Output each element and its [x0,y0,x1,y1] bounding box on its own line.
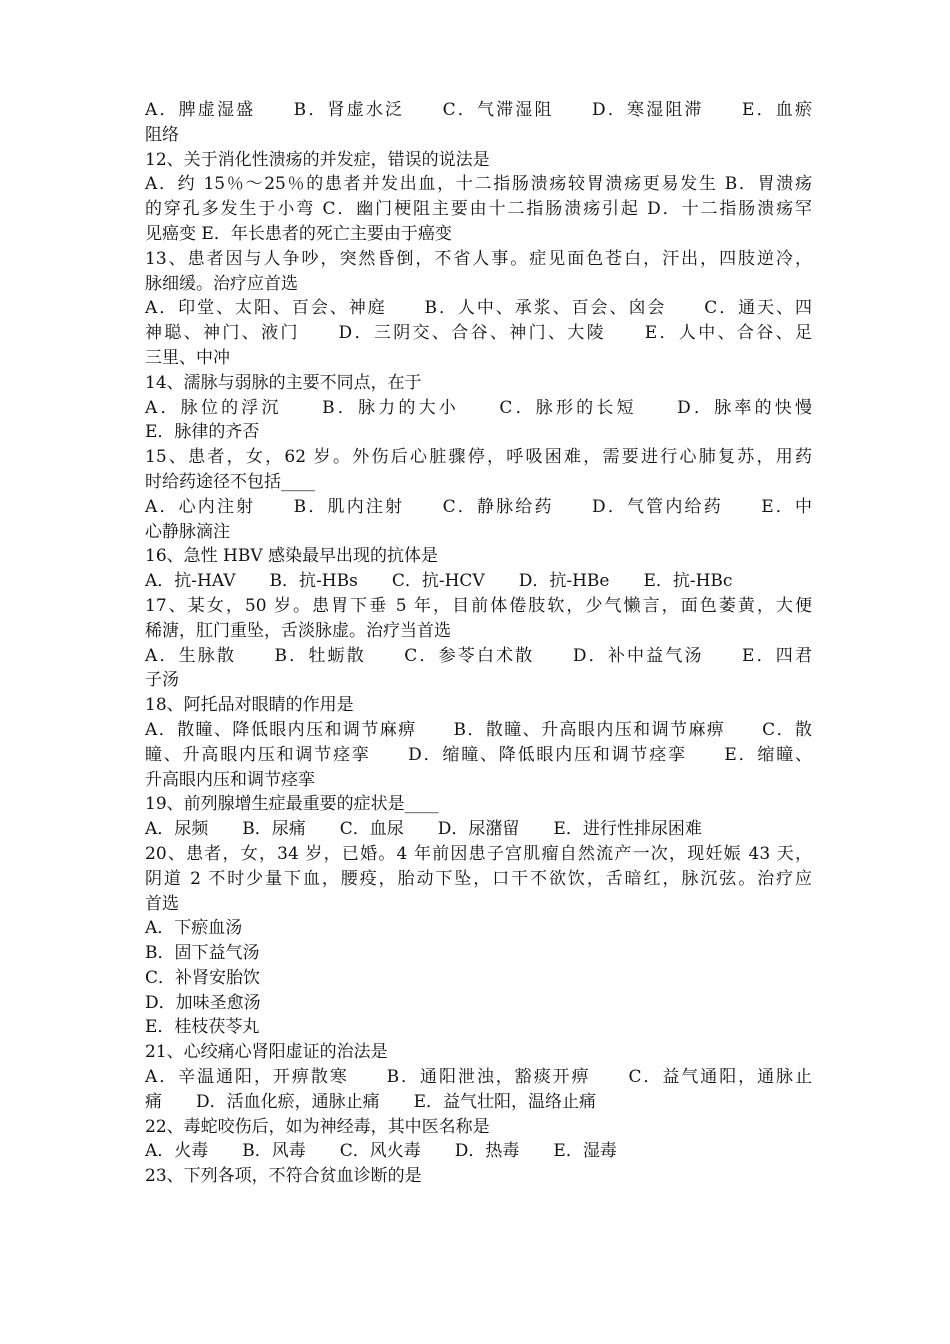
text-line: 首选 [145,893,179,914]
text-line: B．固下益气汤 [145,943,260,964]
text-line: 痛 D．活血化瘀，通脉止痛 E．益气壮阳，温络止痛 [145,1091,597,1112]
text-line: 三里、中冲 [145,347,230,368]
text-line: 见癌变 E．年长患者的死亡主要由于癌变 [145,223,452,244]
text-line: A．脉位的浮沉 B．脉力的大小 C．脉形的长短 D．脉率的快慢 [145,397,812,418]
text-line: 22、毒蛇咬伤后，如为神经毒，其中医名称是 [145,1116,490,1137]
text-line: 14、濡脉与弱脉的主要不同点，在于 [145,372,422,393]
text-line: 13、患者因与人争吵，突然昏倒，不省人事。症见面色苍白，汗出，四肢逆冷， [145,248,812,269]
document-page [145,98,812,1189]
text-line: 升高眼内压和调节痉挛 [145,769,315,790]
text-line: A．约 15％～25％的患者并发出血，十二指肠溃疡较胃溃疡更易发生 B．胃溃疡 [145,174,812,195]
text-line: 17、某女，50 岁。患胃下垂 5 年，目前体倦肢软，少气懒言，面色萎黄，大便 [145,595,812,616]
text-line: E．桂枝茯苓丸 [145,1017,260,1038]
text-line: 子汤 [145,670,179,691]
text-line: 19、前列腺增生症最重要的症状是____ [145,794,439,815]
text-line: 时给药途径不包括____ [145,471,315,492]
text-line: A．抗-HAV B．抗-HBs C．抗-HCV D．抗-HBe E．抗-HBc [145,571,733,592]
text-line: 16、急性 HBV 感染最早出现的抗体是 [145,546,439,567]
text-line: A．下瘀血汤 [145,918,243,939]
text-line: 稀溏，肛门重坠，舌淡脉虚。治疗当首选 [145,620,451,641]
text-line: 23、下列各项，不符合贫血诊断的是 [145,1166,422,1187]
text-line: A．散瞳、降低眼内压和调节麻痹 B．散瞳、升高眼内压和调节麻痹 C．散 [145,719,812,740]
text-line: 心静脉滴注 [145,521,230,542]
text-line: A．印堂、太阳、百会、神庭 B．人中、承浆、百会、囟会 C．通天、四 [145,298,812,319]
text-line: 阴道 2 不时少量下血，腰疫，胎动下坠，口干不欲饮，舌暗红，脉沉弦。治疗应 [145,868,812,889]
text-line: 瞳、升高眼内压和调节痉挛 D．缩瞳、降低眼内压和调节痉挛 E．缩瞳、 [145,744,812,765]
text-line: A．心内注射 B．肌内注射 C．静脉给药 D．气管内给药 E．中 [145,496,812,517]
text-line: 12、关于消化性溃疡的并发症，错误的说法是 [145,149,490,170]
text-line: A．火毒 B．风毒 C．风火毒 D．热毒 E．湿毒 [145,1141,617,1162]
text-line: 阻络 [145,124,179,145]
text-line: A．辛温通阳，开痹散寒 B．通阳泄浊，豁痰开痹 C．益气通阳，通脉止 [145,1067,812,1088]
text-line: 的穿孔多发生于小弯 C．幽门梗阻主要由十二指肠溃疡引起 D．十二指肠溃疡罕 [145,199,812,220]
text-line: 18、阿托品对眼睛的作用是 [145,695,354,716]
text-line: 21、心绞痛心肾阳虚证的治法是 [145,1042,388,1063]
text-line: 15、患者，女，62 岁。外伤后心脏骤停，呼吸困难，需要进行心肺复苏，用药 [145,447,812,468]
text-line: C．补肾安胎饮 [145,967,261,988]
text-line: E．脉律的齐否 [145,422,260,443]
text-line: 脉细缓。治疗应首选 [145,273,298,294]
text-line: A．脾虚湿盛 B．肾虚水泛 C．气滞湿阻 D．寒湿阻滞 E．血瘀 [145,100,812,120]
text-line: 神聪、神门、液门 D．三阴交、合谷、神门、大陵 E．人中、合谷、足 [145,323,812,344]
text-line: A．生脉散 B．牡蛎散 C．参苓白术散 D．补中益气汤 E．四君 [145,645,812,666]
text-line: D．加味圣愈汤 [145,992,261,1013]
text-line: A．尿频 B．尿痛 C．血尿 D．尿潴留 E．进行性排尿困难 [145,819,702,840]
text-line: 20、患者，女，34 岁，已婚。4 年前因患子宫肌瘤自然流产一次，现妊娠 43 天， [145,843,812,864]
